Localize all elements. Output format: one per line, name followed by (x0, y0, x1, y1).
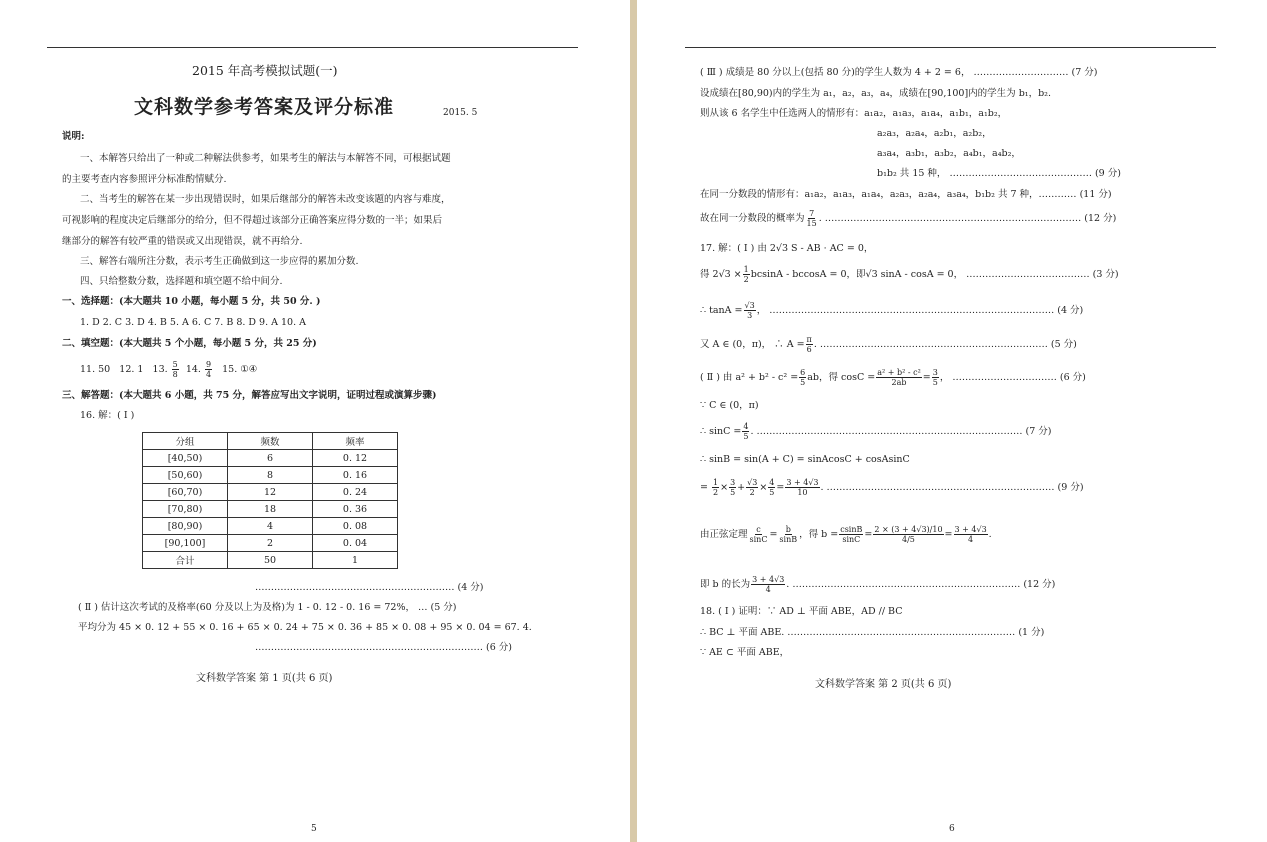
table-cell: 0. 16 (313, 467, 398, 484)
answer-line: 设成绩在[80,90)内的学生为 a₁，a₂，a₃，a₄，成绩在[90,100]内的学生为 b₁，b₂. (700, 88, 1051, 99)
answer-line: ( Ⅲ ) 成绩是 80 分以上(包括 80 分)的学生人数为 4 + 2 = 6， ………………………… (7 分) (700, 67, 1098, 78)
table-row (143, 535, 398, 552)
note-line: 继部分的解答有较严重的错误或又出现错误，就不再给分. (62, 236, 303, 247)
score-6: ……………………………………………………………… (6 分) (255, 642, 512, 653)
table-row (143, 552, 398, 569)
top-rule (47, 47, 578, 48)
table-row (143, 450, 398, 467)
section3-heading: 三、解答题：(本大题共 6 小题，共 75 分，解答应写出文字说明，证明过程或演算步骤) (62, 390, 437, 401)
answer-11: 11. 50 (80, 364, 111, 375)
table-cell: 6 (228, 450, 313, 467)
fraction: $\frac{1}{2}$ (713, 478, 719, 497)
section1-heading: 一、选择题：(本大题共 10 小题，每小题 5 分，共 50 分. ) (62, 296, 321, 307)
answer-13-label: 13. (152, 364, 168, 375)
fraction: $\frac{\pi}{6}$ (806, 335, 812, 354)
page-number: 6 (949, 824, 955, 834)
table-row (143, 484, 398, 501)
note-line: 一、本解答只给出了一种或二种解法供参考，如果考生的解法与本解答不同，可根据试题 (80, 153, 451, 164)
table-cell: 0. 24 (313, 484, 398, 501)
fraction: $\frac{b}{\sin B}$ (779, 525, 798, 544)
fraction: $\frac{3}{5}$ (730, 478, 736, 497)
q17-line: 即 b 的长为 $\frac{3 + 4√3}{4}$ . ……………………………………………………………… (12 分) (700, 575, 1056, 594)
q17-line: 由正弦定理 $\frac{c}{\sin C}$ = $\frac{b}{\sin B}$ ，得 b = $\frac{csinB}{\sin C}$ = $\frac{2 \times (3 + 4√3)/10}{4/5}$ = $\frac{3 + 4√3}{4}$ . (700, 525, 992, 544)
table-cell: [60,70) (143, 484, 228, 501)
table-header: 分组 (143, 433, 228, 450)
answer-15: 15. ①④ (222, 364, 258, 375)
section1-answers: 1. D 2. C 3. D 4. B 5. A 6. C 7. B 8. D 9. A 10. A (80, 317, 306, 328)
fraction: $\frac{2 \times (3 + 4√3)/10}{4/5}$ (874, 525, 943, 544)
left-page (0, 0, 630, 842)
answer-line: b₁b₂ 共 15 种， ……………………………………… (9 分) (877, 168, 1121, 179)
table-cell: 合计 (143, 552, 228, 569)
table-cell: 50 (228, 552, 313, 569)
q18-line: ∵ AE ⊂ 平面 ABE， (700, 647, 790, 658)
fraction: $\frac{1}{2}$ (743, 265, 749, 284)
note-line: 四、只给整数分数，选择题和填空题不给中间分. (80, 276, 283, 287)
table-cell: [70,80) (143, 501, 228, 518)
probability-line: 故在同一分数段的概率为 $\frac{7}{15}$ . ……………………………………………………………………… (12 分) (700, 209, 1117, 228)
q16-intro: 16. 解：( Ⅰ ) (80, 410, 135, 421)
note-line: 二、当考生的解答在某一步出现错误时，如果后继部分的解答未改变该题的内容与难度， (80, 194, 451, 205)
table-cell: [90,100] (143, 535, 228, 552)
note-line: 的主要考查内容参照评分标准酌情赋分. (62, 174, 227, 185)
fraction: $\frac{\text{a² + b² - c²}}{2ab}$ (877, 368, 921, 387)
answer-13-fraction: $\frac{5}{8}$ (172, 360, 178, 379)
table-cell: 18 (228, 501, 313, 518)
table-row (143, 518, 398, 535)
page-footer: 文科数学答案 第 2 页(共 6 页) (815, 679, 952, 690)
table-cell: [40,50) (143, 450, 228, 467)
top-rule (685, 47, 1216, 48)
q17-line: ∵ C ∈ (0，π) (700, 400, 759, 411)
q16-part2: ( Ⅱ ) 估计这次考试的及格率(60 分及以上为及格)为 1 - 0. 12 - 0. 16 = 72%， … (5 分) (78, 602, 457, 613)
fraction: $\frac{3 + 4√3}{4}$ (954, 525, 987, 544)
table-cell: 0. 12 (313, 450, 398, 467)
q17-line: ∴ tanA = $\frac{√3}{3}$ ， ……………………………………………………………………………… (4 分) (700, 301, 1084, 320)
fraction: $\frac{c}{\sin C}$ (749, 525, 768, 544)
page-gutter (630, 0, 637, 842)
table-cell: 2 (228, 535, 313, 552)
answer-line: a₃a₄，a₃b₁，a₃b₂，a₄b₁，a₄b₂， (877, 148, 1021, 159)
q17-line: 17. 解：( Ⅰ ) 由 2√3 S - AB · AC = 0， (700, 243, 874, 254)
table-row (143, 501, 398, 518)
section2-heading: 二、填空题：(本大题共 5 个小题，每小题 5 分，共 25 分) (62, 338, 317, 349)
table-cell: 8 (228, 467, 313, 484)
fraction: $\frac{4}{5}$ (743, 422, 749, 441)
q17-line: ( Ⅱ ) 由 a² + b² - c² = $\frac{6}{5}$ ab，得 cosC = $\frac{\text{a² + b² - c²}}{2ab}$ = $\frac{3}{5}$ ， …………………………… (6 分) (700, 368, 1086, 387)
table-header: 频数 (228, 433, 313, 450)
q17-line: 又 A ∈ (0，π)， ∴ A = $\frac{\pi}{6}$ . ……………………………………………………………… (5 分) (700, 335, 1077, 354)
exam-title: 2015 年高考模拟试题(一) (192, 63, 338, 78)
fraction: $\frac{4}{5}$ (769, 478, 775, 497)
note-line: 可视影响的程度决定后继部分的给分，但不得超过该部分正确答案应得分数的一半；如果后 (62, 215, 443, 226)
table-cell: [50,60) (143, 467, 228, 484)
note-line: 三、解答右端所注分数，表示考生正确做到这一步应得的累加分数. (80, 256, 359, 267)
page-number: 5 (311, 824, 317, 834)
fraction: $\frac{√3}{3}$ (744, 301, 755, 320)
main-title: 文科数学参考答案及评分标准 (134, 96, 395, 118)
fraction: $\frac{7}{15}$ (806, 209, 817, 228)
table-header: 频率 (313, 433, 398, 450)
table-header-row (143, 433, 398, 450)
answer-14-fraction: $\frac{9}{4}$ (205, 360, 212, 379)
q17-line: = $\frac{1}{2}$ × $\frac{3}{5}$ + $\frac{√3}{2}$ × $\frac{4}{5}$ = $\frac{3 + 4√3}{10}$ . ……………………………………………………………… (9 分) (700, 478, 1084, 497)
table-cell: 0. 36 (313, 501, 398, 518)
frequency-table (142, 432, 398, 569)
fraction: $\frac{6}{5}$ (800, 368, 806, 387)
right-page (637, 0, 1267, 842)
table-cell: 0. 08 (313, 518, 398, 535)
table-cell: 12 (228, 484, 313, 501)
fraction: $\frac{3}{5}$ (932, 368, 938, 387)
answer-14-label: 14. (185, 364, 201, 375)
table-cell: 0. 04 (313, 535, 398, 552)
fraction: $\frac{3 + 4√3}{10}$ (786, 478, 819, 497)
table-cell: 4 (228, 518, 313, 535)
answer-line: 则从该 6 名学生中任选两人的情形有：a₁a₂，a₁a₃，a₁a₄，a₁b₁，a₁b₂， (700, 108, 1008, 119)
note-heading: 说明: (62, 131, 85, 142)
answer-line: 在同一分数段的情形有：a₁a₂，a₁a₃，a₁a₄，a₂a₃，a₂a₄，a₃a₄，b₁b₂ 共 7 种，………… (11 分) (700, 189, 1112, 200)
q18-line: ∴ BC ⊥ 平面 ABE. ……………………………………………………………… (1 分) (700, 627, 1045, 638)
table-cell: [80,90) (143, 518, 228, 535)
q17-line: ∴ sinB = sin(A + C) = sinAcosC + cosAsinC (700, 454, 910, 465)
q18-line: 18. ( Ⅰ ) 证明：∵ AD ⊥ 平面 ABE，AD // BC (700, 606, 903, 617)
section2-answers (80, 360, 257, 380)
q17-line: 得 2√3 × $\frac{1}{2}$ bcsinA - bccosA = 0，即√3 sinA - cosA = 0， ………………………………… (3 分) (700, 265, 1119, 284)
fraction: $\frac{√3}{2}$ (747, 478, 758, 497)
fraction: $\frac{csinB}{\sin C}$ (840, 525, 863, 544)
q17-line: ∴ sinC = $\frac{4}{5}$ . ………………………………………………………………………… (7 分) (700, 422, 1052, 441)
answer-12: 12. 1 (119, 364, 144, 375)
table-cell: 1 (313, 552, 398, 569)
fraction: $\frac{3 + 4√3}{4}$ (752, 575, 785, 594)
answer-line: a₂a₃，a₂a₄，a₂b₁，a₂b₂， (877, 128, 992, 139)
page-footer: 文科数学答案 第 1 页(共 6 页) (196, 673, 333, 684)
score-4: ……………………………………………………… (4 分) (255, 582, 484, 593)
date: 2015. 5 (443, 108, 478, 118)
q16-average: 平均分为 45 × 0. 12 + 55 × 0. 16 + 65 × 0. 24 + 75 × 0. 36 + 85 × 0. 08 + 95 × 0. 04 = 67. 4. (78, 622, 532, 633)
table-row (143, 467, 398, 484)
